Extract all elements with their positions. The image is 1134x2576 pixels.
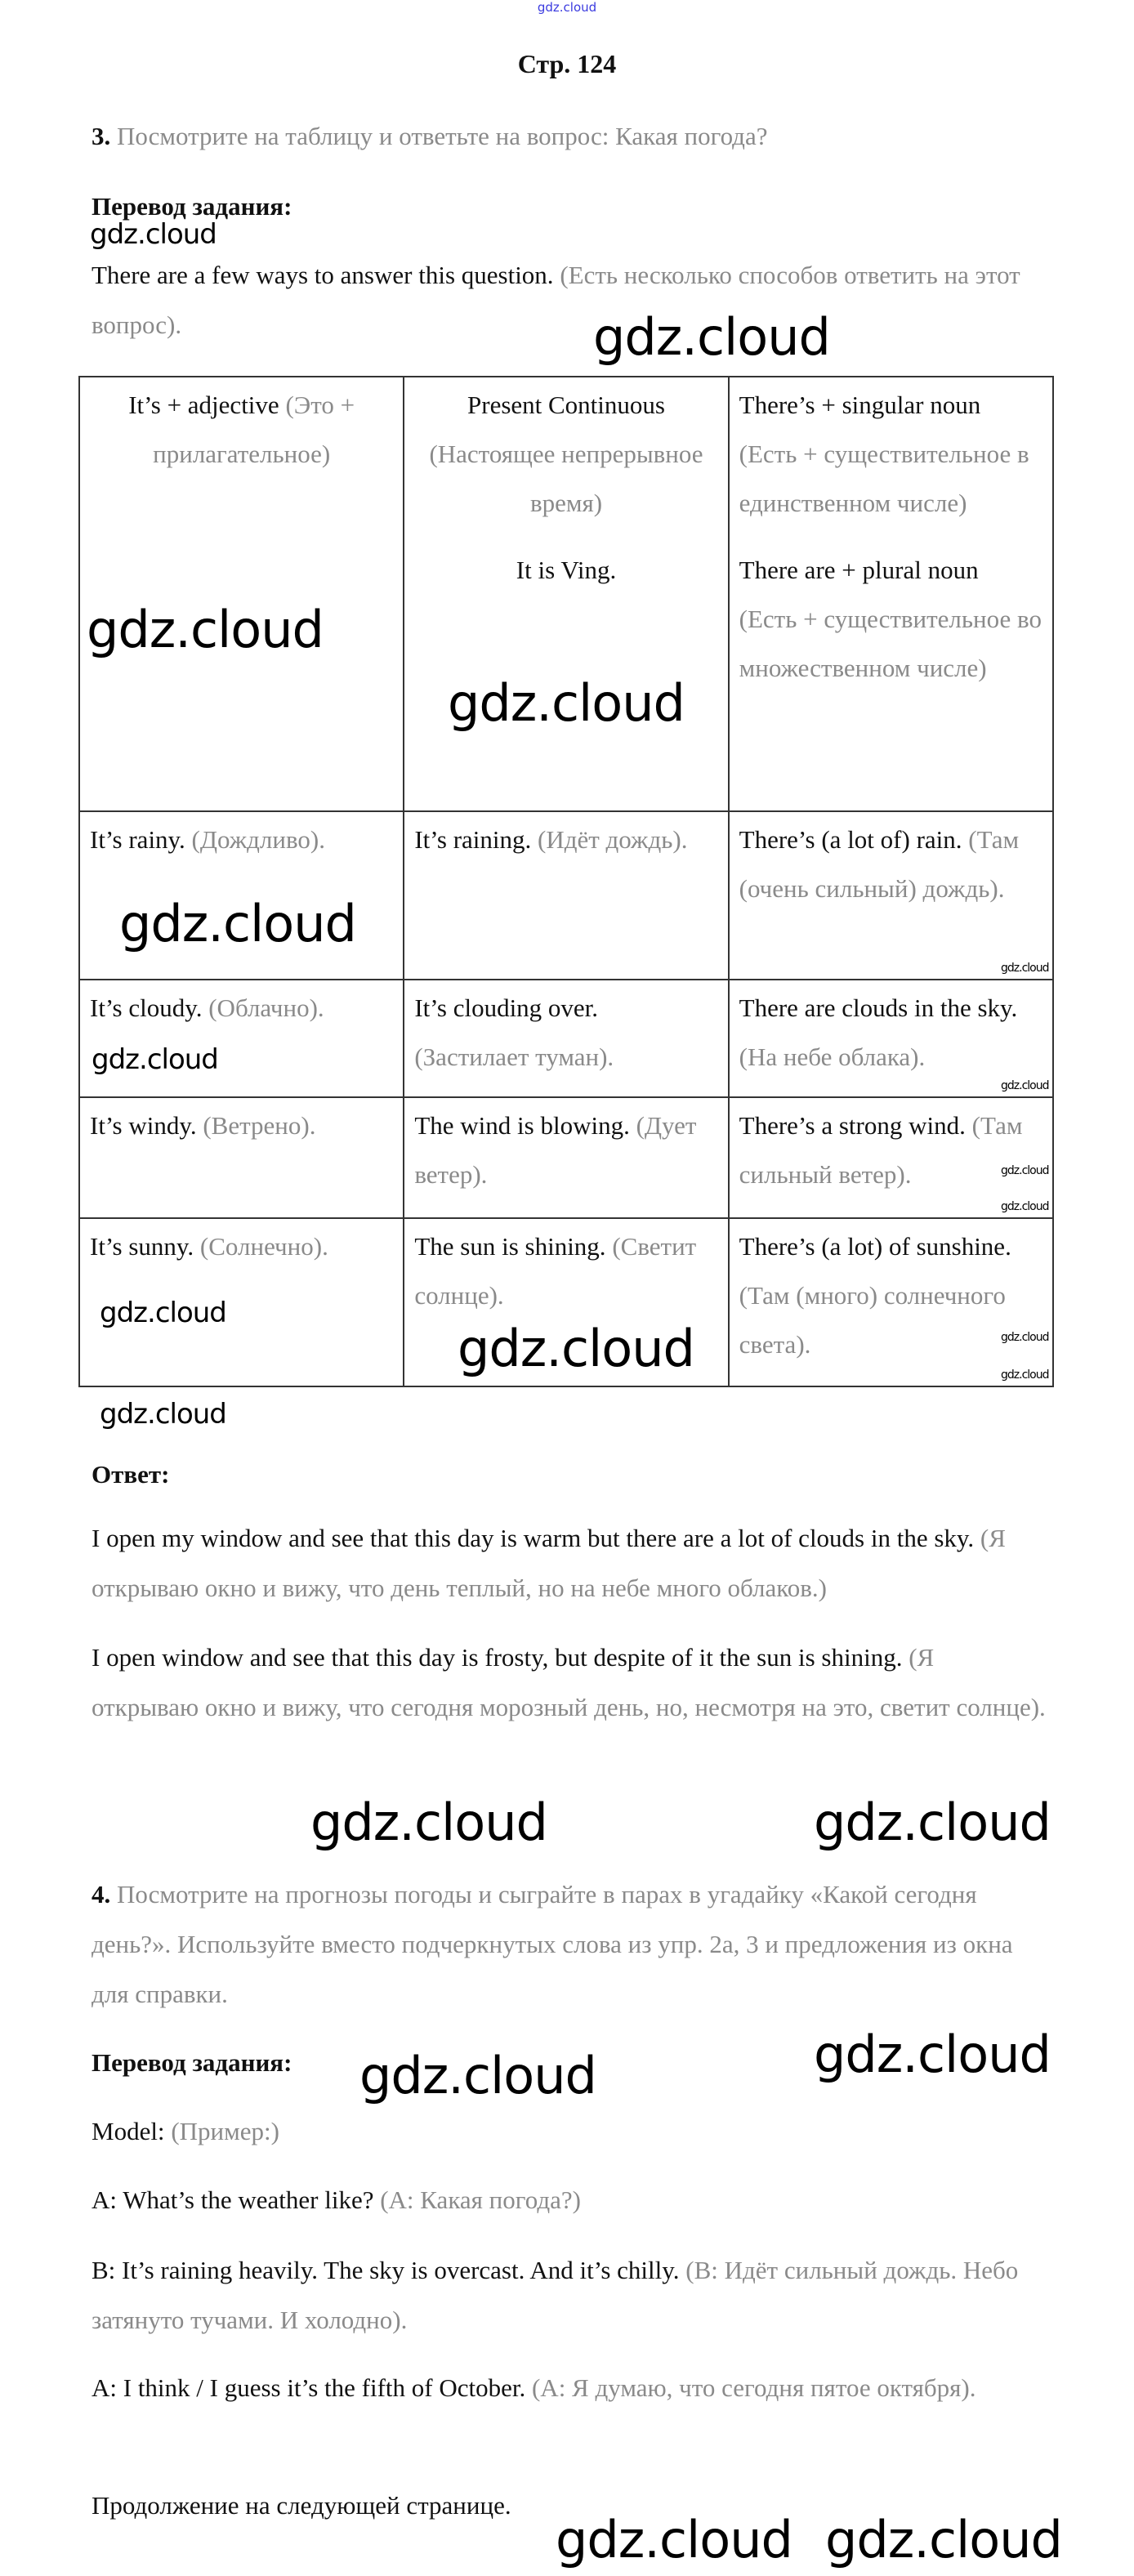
watermark: gdz.cloud	[87, 600, 324, 659]
line-ru: (В: Идёт сильный дождь. Небо затянуто тучами. И холодно).	[92, 2256, 1019, 2334]
watermark: gdz.cloud	[100, 1297, 226, 1329]
cell-ru: (Там сильный ветер).	[739, 1111, 1023, 1189]
cell-en: There’s a strong wind.	[739, 1111, 966, 1140]
dialog-line	[92, 2363, 1047, 2413]
watermark: gdz.cloud	[448, 673, 685, 733]
header-cell	[79, 377, 404, 811]
task3-translation-heading: Перевод задания:	[92, 192, 292, 221]
cell-ru: (Там (очень сильный) дождь).	[739, 825, 1020, 903]
table-row	[79, 980, 1053, 1097]
cell-en: It’s raining.	[414, 825, 532, 854]
watermark: gdz.cloud	[1001, 1079, 1049, 1092]
cell-ru: (Застилает туман).	[414, 1042, 614, 1071]
task3-prompt	[92, 111, 1047, 161]
header-ru: (Настоящее непрерывное время)	[429, 440, 703, 517]
table-row	[79, 1097, 1053, 1218]
task4-number: 4.	[92, 1880, 111, 1909]
watermark: gdz.cloud	[825, 2510, 1062, 2569]
watermark: gdz.cloud	[90, 218, 217, 251]
line-ru: (А: Я думаю, что сегодня пятое октября).	[531, 2373, 976, 2402]
dialog-line	[92, 2175, 1047, 2225]
task3-intro	[92, 250, 1047, 350]
dialog-line	[92, 2106, 1047, 2156]
cell-ru: (Светит солнце).	[414, 1232, 697, 1310]
watermark: gdz.cloud	[593, 307, 830, 367]
table-cell	[404, 980, 728, 1097]
page-title: Стр. 124	[517, 49, 617, 78]
cell-en: It’s rainy.	[90, 825, 185, 854]
table-cell	[79, 980, 404, 1097]
answer-paragraph	[92, 1513, 1047, 1613]
header-extra: It is Ving.	[516, 556, 617, 584]
cell-ru: (Там (много) солнечного света).	[739, 1281, 1006, 1359]
watermark: gdz.cloud	[1001, 1368, 1049, 1382]
cell-ru: (Солнечно).	[199, 1232, 328, 1261]
answer-en: I open my window and see that this day is warm but there are a lot of clouds in the sky.	[92, 1524, 975, 1552]
continued-note: Продолжение на следующей странице.	[92, 2491, 511, 2520]
line-en: A: I think / I guess it’s the fifth of October.	[92, 2373, 526, 2402]
cell-en: It’s clouding over.	[414, 993, 599, 1022]
line-en: B: It’s raining heavily. The sky is overcast. And it’s chilly.	[92, 2256, 680, 2284]
table-cell	[404, 811, 728, 980]
cell-en: It’s sunny.	[90, 1232, 194, 1261]
watermark: gdz.cloud	[814, 2025, 1051, 2084]
task3-number: 3.	[92, 122, 111, 150]
cell-en: It’s cloudy.	[90, 993, 203, 1022]
watermark: gdz.cloud	[1001, 1164, 1049, 1177]
header-en2: There are + plural noun	[739, 556, 979, 584]
cell-ru: (Ветрено).	[203, 1111, 316, 1140]
watermark: gdz.cloud	[458, 1319, 694, 1378]
header-ru2: (Есть + существительное во множественном числе)	[739, 605, 1042, 682]
cell-en: The wind is blowing.	[414, 1111, 630, 1140]
header-ru: (Есть + существительное в единственном числе)	[739, 440, 1029, 517]
watermark: gdz.cloud	[814, 1792, 1051, 1852]
watermark: gdz.cloud	[119, 894, 356, 953]
task4-text: Посмотрите на прогнозы погоды и сыграйте в парах в угадайку «Какой сегодня день?». Используйте вместо подчеркнутых слова из упр. 2а, 3 и предложения из окна для справки.	[92, 1880, 1013, 2008]
cell-en: It’s windy.	[90, 1111, 197, 1140]
cell-en: There’s (a lot) of sunshine.	[739, 1232, 1011, 1261]
cell-ru: (Идёт дождь).	[538, 825, 688, 854]
answer-ru: (Я открываю окно и вижу, что сегодня морозный день, но, несмотря на это, светит солнце).	[92, 1643, 1046, 1721]
header-ru: (Это + прилагательное)	[153, 391, 355, 468]
intro-ru: (Есть несколько способов ответить на этот вопрос).	[92, 261, 1020, 339]
cell-ru: (На небе облака).	[739, 1042, 926, 1071]
table-cell	[729, 811, 1053, 980]
task3-text: Посмотрите на таблицу и ответьте на вопрос: Какая погода?	[117, 122, 768, 150]
answer-paragraph	[92, 1632, 1047, 1732]
watermark: gdz.cloud	[359, 2046, 596, 2105]
watermark: gdz.cloud	[556, 2510, 792, 2569]
watermark: gdz.cloud	[100, 1398, 226, 1431]
dialog-line	[92, 2245, 1047, 2345]
table-header-row	[79, 377, 1053, 811]
table-cell	[729, 1218, 1053, 1386]
cell-en: The sun is shining.	[414, 1232, 606, 1261]
cell-ru: (Дождливо).	[191, 825, 325, 854]
header-en: It’s + adjective	[128, 391, 279, 419]
header-en: Present Continuous	[467, 391, 665, 419]
watermark: gdz.cloud	[310, 1792, 547, 1852]
watermark: gdz.cloud	[92, 1043, 218, 1076]
header-cell	[729, 377, 1053, 811]
answer-ru: (Я открываю окно и вижу, что день теплый, но на небе много облаков.)	[92, 1524, 1006, 1602]
grammar-table	[78, 376, 1054, 1387]
task4-translation-heading: Перевод задания:	[92, 2048, 292, 2077]
table-cell	[79, 1097, 404, 1218]
line-ru: (Пример:)	[171, 2117, 279, 2145]
cell-en: There are clouds in the sky.	[739, 993, 1018, 1022]
cell-en: There’s (a lot of) rain.	[739, 825, 962, 854]
answer-en: I open window and see that this day is frosty, but despite of it the sun is shining.	[92, 1643, 903, 1672]
table-cell	[404, 1097, 728, 1218]
cell-ru: (Облачно).	[208, 993, 324, 1022]
watermark: gdz.cloud	[1001, 962, 1049, 975]
watermark: gdz.cloud	[1001, 1331, 1049, 1344]
header-en: There’s + singular noun	[739, 391, 981, 419]
cell-ru: (Дует ветер).	[414, 1111, 697, 1189]
intro-en: There are a few ways to answer this question.	[92, 261, 554, 289]
watermark: gdz.cloud	[1001, 1200, 1049, 1213]
answer-heading: Ответ:	[92, 1460, 170, 1489]
header-cell	[404, 377, 728, 811]
line-en: A: What’s the weather like?	[92, 2185, 374, 2214]
line-ru: (А: Какая погода?)	[380, 2185, 581, 2214]
line-en: Model:	[92, 2117, 165, 2145]
task4-prompt	[92, 1869, 1047, 2019]
site-label[interactable]: gdz.cloud	[537, 0, 597, 15]
